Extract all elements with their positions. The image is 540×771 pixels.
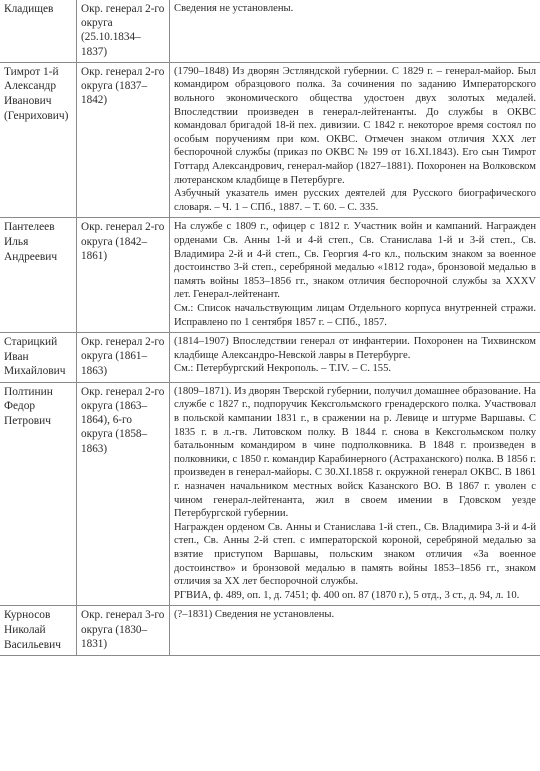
person-position: Окр. генерал 2-го округа (1863–1864), 6-го округа (1858–1863) — [77, 382, 170, 606]
person-position: Окр. генерал 2-го округа (1842–1861) — [77, 218, 170, 333]
person-name: Кладищев — [0, 0, 77, 62]
table-row — [0, 0, 540, 62]
person-position: Окр. генерал 2-го округа (1837–1842) — [77, 62, 170, 218]
info-paragraph: (1790–1848) Из дворян Эстляндской губернии. С 1829 г. – генерал-майор. Был командиром образцового полка. За сочинения по заданию Императорского вольного экономического общества удостоен двух золотых медалей. Впоследствии произведен в генерал-лейтенанты. До службы в ОКВС командовал бригадой 18-й пех. дивизии. С 1842 г. некоторое время состоял по особым поручениям при ком. ОКВС. Отмечен знаком отличия XXX лет беспорочной службы (приказ по ОКВС № 199 от 16.XI.1843). Его сын Тимрот Готтард Александрович, генерал-майор (1827–1881). Похоронен на Волковском лютеранском кладбище в Петербурге. — [174, 65, 536, 186]
person-name: Полтинин Федор Петрович — [0, 382, 77, 606]
info-reference: Азбучный указатель имен русских деятелей для Русского биографического словаря. – Ч. 1 – СПб., 1887. – Т. 60. – С. 335. — [174, 188, 536, 213]
person-info — [170, 382, 540, 606]
person-info — [170, 218, 540, 333]
info-paragraph: (?–1831) Сведения не установлены. — [174, 609, 335, 621]
info-reference: См.: Список начальствующим лицам Отдельного корпуса внутренней стражи. Исправлено по 1 сентября 1857 г. – СПб., 1857. — [174, 302, 536, 328]
person-name: Пантелеев Илья Андреевич — [0, 218, 77, 333]
info-paragraph: Сведения не установлены. — [174, 3, 294, 14]
person-name: Тимрот 1-й Александр Иванович (Генрихович) — [0, 62, 77, 218]
info-reference: РГВИА, ф. 489, оп. 1, д. 7451; ф. 400 оп. 87 (1870 г.), 5 отд., 3 ст., д. 94, л. 10. — [174, 589, 520, 601]
table-row — [0, 218, 540, 333]
info-paragraph: Награжден орденом Св. Анны и Станислава 1-й степ., Св. Владимира 3-й и 4-й степ., Св. Анны 2-й степ. с императорской короной, серебряной медалью за взятие приступом Варшавы, польским знаком отличия «За военное достоинство» и бронзовой медалью в память войны 1853–1856 гг., знаком отличия за XX лет беспорочной службы. — [174, 521, 536, 588]
person-position: Окр. генерал 2-го округа (1861–1863) — [77, 333, 170, 383]
person-info — [170, 333, 540, 383]
table-row — [0, 606, 540, 656]
info-paragraph: (1809–1871). Из дворян Тверской губернии, получил домашнее образование. На службе с 1827 г., подпоручик Кексгольмского гренадерского полка. Участвовал в польской кампании 1831 г., в сражении на р. Левице и штурме Варшавы. С 1835 г. в л.-гв. Литовском полку. В 1844 г. снова в Кексгольмском полку батальонным командиром в чине подполковника. В 1848 г. произведен в полковники, с 1850 г. командир Карабинерного (Астраханского) полка. В 1856 г. произведен в генерал-майоры. С 30.XI.1858 г. окружной генерал ОКВС. В 1861 г. назначен начальником местных войск Казанского ВО. В 1867 г. уволен с чином генерал-лейтенанта, жил в своем имении в Гдовском уезде Петербургской губернии. — [174, 385, 536, 520]
info-paragraph: На службе с 1809 г., офицер с 1812 г. Участник войн и кампаний. Награжден орденами Св. Анны 1-й и 4-й степ., Св. Станислава 1-й и 3-й степ., Св. Владимира 2-й и 4-й степ., Св. Георгия 4-го кл., польским знаком за военное достоинство 3-й степ., серебряной медалью «1812 года», бронзовой медалью в память войны 1853–1856 гг., знаком отличия беспорочной службы за XXXV лет. Генерал-лейтенант. — [174, 221, 536, 301]
person-info — [170, 62, 540, 218]
table-row — [0, 382, 540, 606]
person-name: Старицкий Иван Михайлович — [0, 333, 77, 383]
person-position: Окр. генерал 2-го округа (25.10.1834–1837) — [77, 0, 170, 62]
info-paragraph: (1814–1907) Впоследствии генерал от инфантерии. Похоронен на Тихвинском кладбище Александро-Невской лавры в Петербурге. — [174, 336, 536, 361]
person-position: Окр. генерал 3-го округа (1830–1831) — [77, 606, 170, 656]
table-row — [0, 333, 540, 383]
person-info — [170, 0, 540, 62]
person-name: Курносов Николай Васильевич — [0, 606, 77, 656]
person-info — [170, 606, 540, 656]
table-row — [0, 62, 540, 218]
info-reference: См.: Петербургский Некрополь. – Т.IV. – С. 155. — [174, 363, 392, 375]
